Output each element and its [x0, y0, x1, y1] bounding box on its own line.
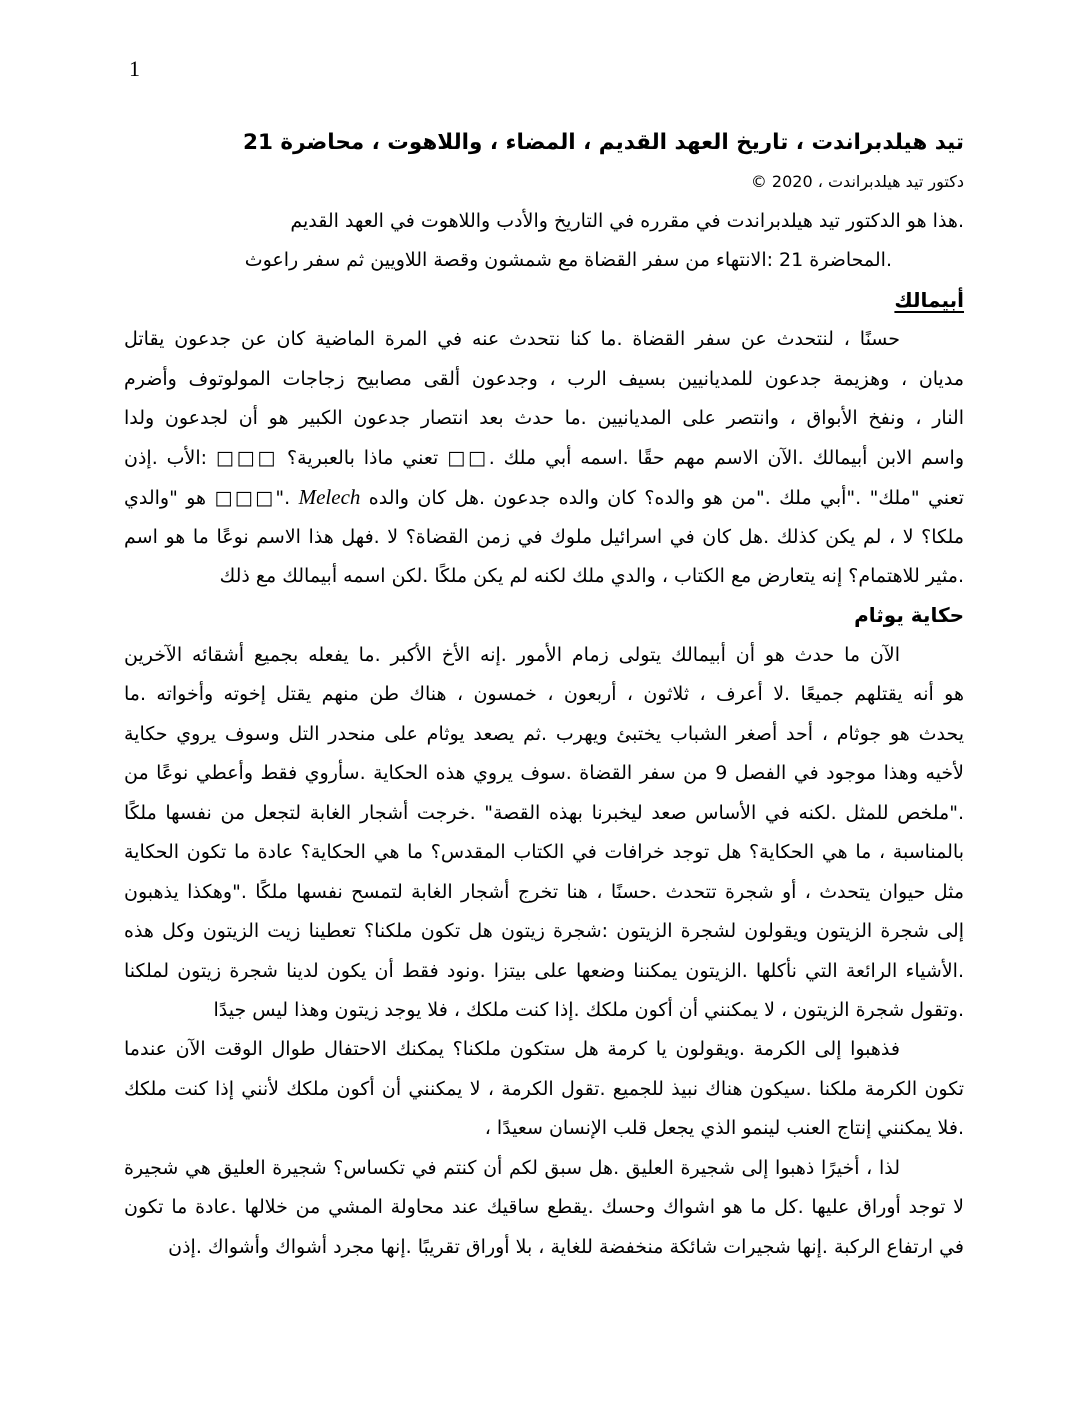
text-line: النار ، ونفخ الأبواق ، وانتصر على المديانيين .ما حدث بعد انتصار جدعون الكبير هو أن لجدعون ولدا [124, 407, 964, 430]
section-heading-jotham: حكاية يوثام [854, 603, 964, 628]
text-line: فذهبوا إلى الكرمة .ويقولون يا كرمة هل ستكون ملكنا؟ يمكنك الاحتفال طوال الوقت الآن عندما [124, 1038, 900, 1061]
text-line: لذا ، أخيرًا ذهبوا إلى شجيرة العليق .هل سبق لكم أن كنتم في تكساس؟ شجيرة العليق هي شجيرة [124, 1156, 900, 1179]
intro-line: .هذا هو الدكتور تيد هيلدبراندت في مقرره في التاريخ والأدب واللاهوت في العهد القديم [290, 209, 964, 232]
text-line: إلى شجرة الزيتون ويقولون لشجرة الزيتون :شجرة زيتون هل تكون ملكنا؟ تعطينا زيت الزيتون وكل هذه [124, 920, 964, 943]
text-line: تكون الكرمة ملكنا .سيكون هناك نبيذ للجميع .تقول الكرمة ، لا يمكنني أن أكون ملكك لأنني إذا كنت ملكك [124, 1077, 964, 1100]
text-line: .الأشياء الرائعة التي نأكلها .الزيتون يمكننا وضعها على بيتزا .ونود فقط أن يكون لدينا شجرة زيتون لملكنا [124, 959, 964, 982]
text-line: هو أنه يقتلهم جميعًا .لا أعرف ، ثلاثون ، أربعون ، خمسون ، هناك طن منهم يقتل إخوته وأخواته .ما [124, 683, 964, 706]
text-line: حسنًا ، لنتحدث عن سفر القضاة .ما كنا نتحدث عنه في المرة الماضية كان عن جدعون يقاتل [124, 328, 900, 351]
text-line: في ارتفاع الركبة .إنها شجيرات شائكة منخفضة للغاية ، بلا أوراق تقريبًا .إنها مجرد أشواك وأشواك .إذن [168, 1235, 964, 1258]
text-line: تعني "ملك" ."أبي ملك ."من هو والده؟ كان والده جدعون .هل كان والده Melech ."□□□ هو "والدي [124, 485, 964, 510]
text-line: .فلا يمكنني إنتاج العنب لينمو الذي يجعل قلب الإنسان سعيدًا ، [484, 1117, 964, 1140]
content-lines [124, 123, 964, 1267]
text-line: لا توجد أوراق عليها .كل ما هو اشواك وحسك .يقطع ساقيك عند محاولة المشي من خلالها .عادة ما تكون [124, 1196, 964, 1219]
text-line: بالمناسبة ، ما هي الحكاية؟ هل توجد خرافات في الكتاب المقدس؟ ما هي الحكاية؟ عادة ما تكون الحكاية [124, 841, 964, 864]
page-number: 1 [129, 56, 140, 81]
text-line: .مثير للاهتمام؟ إنه يتعارض مع الكتاب ، والدي ملك لكنه لم يكن ملكًا .لكن اسمه أبيمالك مع ذلك [219, 564, 964, 587]
copyright-line: دكتور تيد هيلدبراندت ، 2020 © [750, 172, 964, 192]
text-line: واسم الابن أبيمالك .الآن الاسم مهم حقًا .اسمه أبي ملك .□□ تعني ماذا بالعبرية؟ □□□ :الأب .إذن [124, 446, 964, 469]
text-line: لأخيه وهذا موجود في الفصل 9 من سفر القضاة .سوف يروي هذه الحكاية .سأروي فقط وأعطي نوعًا من [124, 762, 965, 785]
section-heading-abimelech: أبيمالك [894, 287, 964, 312]
latin-word: Melech [298, 485, 361, 510]
text-line: ."ملخص للمثل .لكنه في الأساس صعد ليخبرنا بهذه القصة" .خرجت أشجار الغابة لتجعل من نفسها ملكًا [124, 801, 964, 824]
text-line: يحدث هو جوثام ، أحد أصغر الشباب يختبئ ويهرب .ثم يصعد يوثام على منحدر التل وسوف يروي حكاية [124, 722, 964, 745]
text-line: الآن ما حدث هو أن أبيمالك يتولى زمام الأمور .إنه الأخ الأكبر .ما يفعله بجميع أشقائه الآخرين [124, 643, 900, 666]
text-line: مثل حيوان يتحدث ، أو شجرة تتحدث .حسنًا ، هنا تخرج أشجار الغابة لتمسح نفسها ملكًا ."وهكذا يذهبون [124, 880, 964, 903]
intro-line: .المحاضرة 21 :الانتهاء من سفر القضاة مع شمشون وقصة اللاويين ثم سفر راعوث [244, 249, 892, 272]
text-line: .وتقول شجرة الزيتون ، لا يمكنني أن أكون ملكك .إذا كنت ملكك ، فلا يوجد زيتون وهذا ليس جيدًا [213, 998, 964, 1021]
text-line: مديان ، وهزيمة جدعون للمديانيين بسيف الرب ، وجدعون ألقى مصابيح زجاجات المولوتوف وأضرم [124, 367, 964, 390]
doc-title: تيد هيلدبراندت ، تاريخ العهد القديم ، المضاء ، واللاهوت ، محاضرة 21 [243, 130, 964, 155]
text-line: ملكا؟ لا ، لم يكن كذلك .هل كان في اسرائيل ملوك في زمن القضاة؟ لا .فهل هذا الاسم نوعًا ما هو اسم [124, 525, 964, 548]
